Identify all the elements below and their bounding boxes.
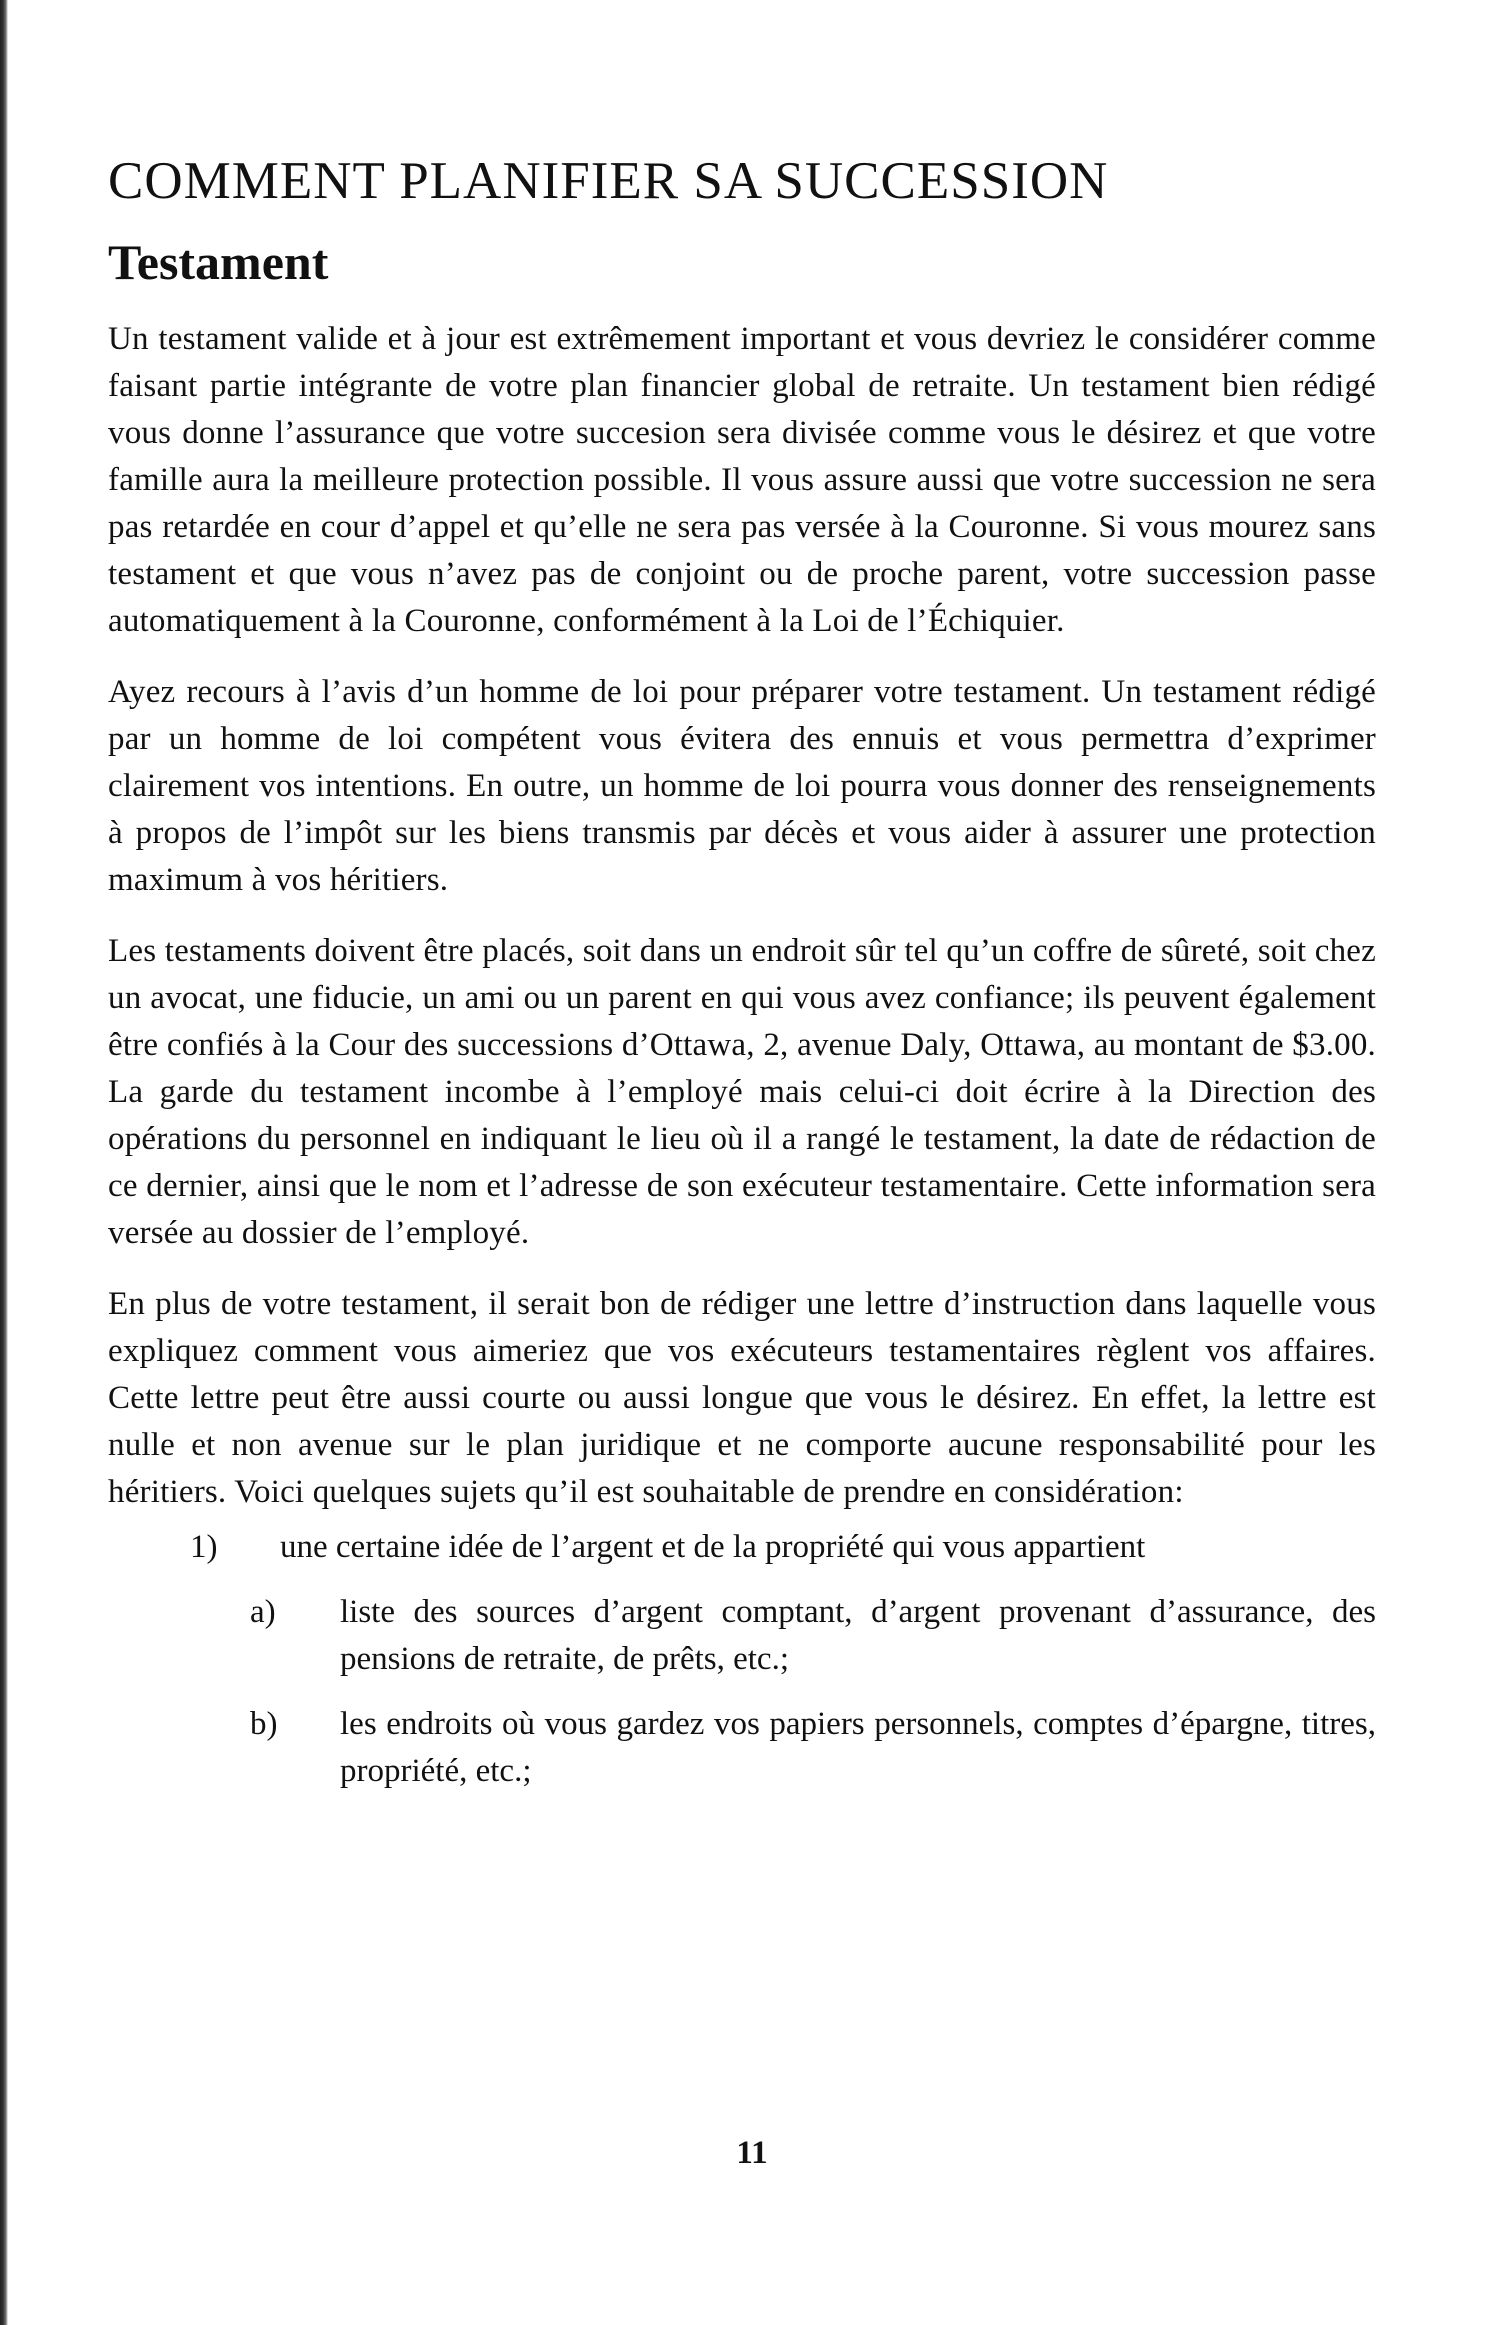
paragraph-3: Les testaments doivent être placés, soit dans un endroit sûr tel qu’un coffre de sûreté, soit chez un avocat, une fiducie, un ami ou un parent en qui vous avez confiance; ils peuvent également être confiés à la Cour des successions d’Ottawa, 2, avenue Daly, Ottawa, au montant de $3.00. La garde du testament incombe à l’employé mais celui-ci doit écrire à la Direction des opérations du personnel en indiquant le lieu où il a rangé le testament, la date de rédaction de ce dernier, ainsi que le nom et l’adresse de son exécuteur testamentaire. Cette information sera versée au dossier de l’employé. xyxy=(108,932,1376,1251)
document-page xyxy=(108,150,1376,1795)
list-subitem-marker: a) xyxy=(250,1593,276,1630)
paragraph-4: En plus de votre testament, il serait bon de rédiger une lettre d’instruction dans laquelle vous expliquez comment vous aimeriez que vos exécuteurs testamentaires règlent vos affaires. Cette lettre peut être aussi courte ou aussi longue que vous le désirez. En effet, la lettre est nulle et non avenue sur le plan juridique et ne comporte aucune responsabilité pour les héritiers. Voici quelques sujets qu’il est souhaitable de prendre en considération: xyxy=(108,1285,1376,1510)
paragraph-2: Ayez recours à l’avis d’un homme de loi pour préparer votre testament. Un testament rédigé par un homme de loi compétent vous évitera des ennuis et vous permettra d’exprimer clairement vos intentions. En outre, un homme de loi pourra vous donner des renseignements à propos de l’impôt sur les biens transmis par décès et vous aider à assurer une protection maximum à vos héritiers. xyxy=(108,673,1376,898)
list-subitem xyxy=(108,1701,1376,1795)
considerations-list xyxy=(108,1524,1376,1795)
page-left-edge-shadow xyxy=(0,0,8,2325)
list-subitem xyxy=(108,1589,1376,1683)
list-item-text: une certaine idée de l’argent et de la propriété qui vous appartient xyxy=(280,1528,1146,1565)
page-number: 11 xyxy=(736,2135,768,2171)
list-item-marker: 1) xyxy=(190,1528,218,1565)
list-subitem-text: liste des sources d’argent comptant, d’argent provenant d’assurance, des pensions de retraite, de prêts, etc.; xyxy=(340,1593,1376,1677)
page-title: COMMENT PLANIFIER SA SUCCESSION xyxy=(108,152,1109,210)
paragraph-1: Un testament valide et à jour est extrêmement important et vous devriez le considérer comme faisant partie intégrante de votre plan financier global de retraite. Un testament bien rédigé vous donne l’assurance que votre succesion sera divisée comme vous le désirez et que votre famille aura la meilleure protection possible. Il vous assure aussi que votre succession ne sera pas retardée en cour d’appel et qu’elle ne sera pas versée à la Couronne. Si vous mourez sans testament et que vous n’avez pas de conjoint ou de proche parent, votre succession passe automatiquement à la Couronne, conformément à la Loi de l’Échiquier. xyxy=(108,320,1376,639)
list-subitem-text: les endroits où vous gardez vos papiers personnels, comptes d’épargne, titres, propriété, etc.; xyxy=(340,1705,1376,1789)
section-heading-testament: Testament xyxy=(108,233,329,290)
list-subitem-marker: b) xyxy=(250,1705,278,1742)
list-item xyxy=(108,1524,1376,1571)
